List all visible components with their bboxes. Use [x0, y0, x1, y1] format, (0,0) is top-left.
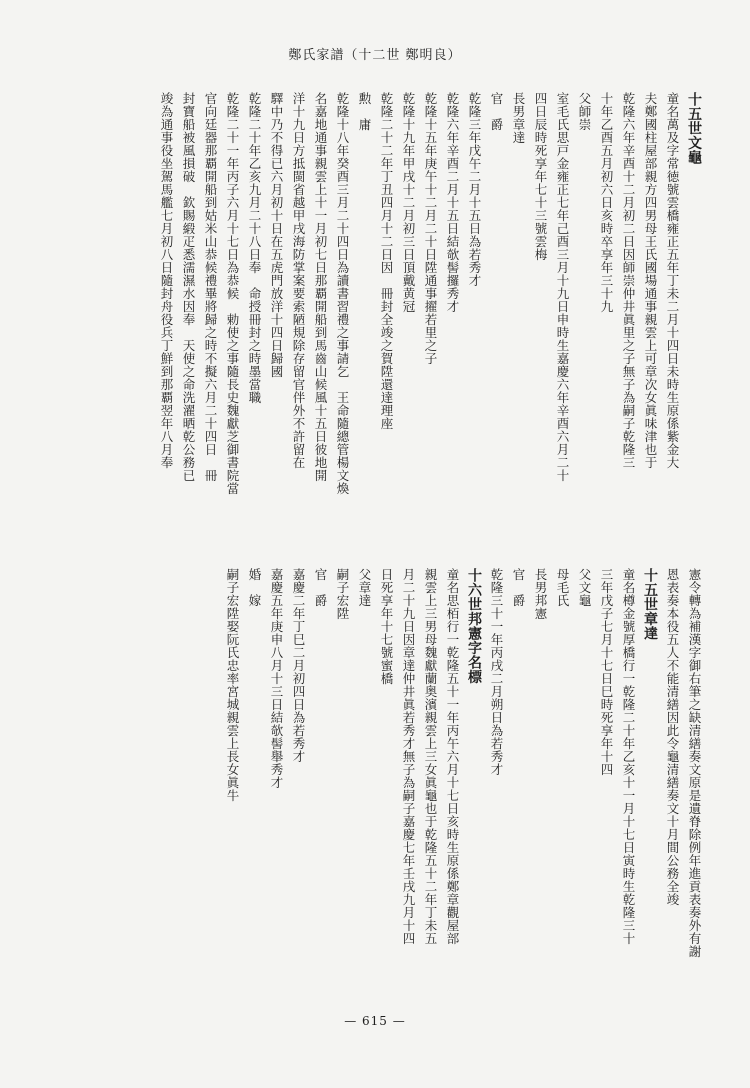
text-column: 十年乙酉五月初六日亥時卒享年三十九 — [599, 92, 614, 313]
text-column: 嘉慶五年庚申八月十三日結欹髻舉秀才 — [269, 568, 284, 789]
text-column: 封寶船被風損破 欽賜緞疋悉濡濕水因奉 天使之命洗濯晒乾公務已 — [181, 92, 196, 482]
section-label: 父章達 — [357, 568, 372, 607]
text-column: 夫鄭國柱屋部親方四男母王氏國場通事親雲上可章次女眞味津也于 — [643, 92, 658, 469]
text-column: 乾隆三十一年丙戌二月朔日為若秀才 — [489, 568, 504, 776]
section-label: 父師崇 — [577, 92, 592, 131]
text-column: 驛中乃不得已六月初十日在五虎門放洋十四日歸國 — [269, 92, 284, 378]
section-label: 官 爵 — [313, 568, 328, 607]
text-column: 嗣子宏陞娶阮氏忠率宮城親雲上長女眞牛 — [225, 568, 240, 802]
text-column: 童名萬及字常徳號雲橋雍正五年丁未二月十四日未時生原係紫金大 — [665, 92, 680, 469]
section-label: 勲 庸 — [357, 92, 372, 131]
lower-text-block — [45, 568, 705, 1008]
text-column: 洋十九日方抵閩省越甲戌海防掌案要索陋規除存留官伴外不許留在 — [291, 92, 306, 469]
section-label: 嗣子宏陞 — [335, 568, 350, 620]
text-column: 童名思栢行一乾隆五十一年丙午六月十七日亥時生原係鄭章觀屋部 — [445, 568, 460, 945]
text-column: 乾隆三年戊午二月十五日為若秀才 — [467, 92, 482, 287]
text-column: 乾隆六年辛酉二月十五日結欹髻攞秀才 — [445, 92, 460, 313]
text-column: 四日辰時死享年七十三號雲梅 — [533, 92, 548, 261]
text-column: 親雲上三男母魏獻蘭奥濱親雲上三女眞龜也于乾隆五十二年丁未五 — [423, 568, 438, 945]
section-label: 母毛氏 — [555, 568, 570, 607]
text-column: 乾隆十五年庚午十二月二十日陞通事擢若里之子 — [423, 92, 438, 365]
text-column: 室毛氏思戸金雍正七年己酉三月十九日申時生嘉慶六年辛酉六月二十 — [555, 92, 570, 482]
text-column: 憲令轉為補漢字御右筆之缺清繕奏文原是遺脊除例年進貢表奏外有謝 — [687, 568, 702, 958]
text-column: 乾隆二十年乙亥九月二十八日奉 命授冊封之時墨當職 — [247, 92, 262, 404]
section-label: 官 爵 — [489, 92, 504, 131]
text-column: 童名樽金號厚橋行一乾隆二十年乙亥十一月十七日寅時生乾隆三十 — [621, 568, 636, 945]
generation-heading: 十六世邦憲字名標 — [466, 568, 482, 684]
text-column: 乾隆二十一年丙子六月十七日為恭候 勅使之事隨長史魏獻芝御書院當 — [225, 92, 240, 495]
section-label: 婚 嫁 — [247, 568, 262, 607]
generation-heading: 十五世章達 — [642, 568, 658, 641]
text-column: 恩表奏本役五人不能清繕因此令龜清繕奏文十月間公務全竣 — [665, 568, 680, 906]
generation-heading: 十五世文龜 — [686, 92, 702, 165]
section-label: 長男邦憲 — [533, 568, 548, 620]
text-column: 乾隆六年辛酉十二月初二日因師崇仲井眞里之子無子為嗣子乾隆三 — [621, 92, 636, 469]
section-label: 父文龜 — [577, 568, 592, 607]
text-column: 竣為通事役坐駕馬艦七月初八日隨封舟役兵丁鮮到那覇翌年八月奉 — [159, 92, 174, 469]
text-column: 三年戊子七月十七日巳時死享年十四 — [599, 568, 614, 776]
section-label: 長男章達 — [511, 92, 526, 144]
text-column: 名嘉地通事親雲上十一月初七日那覇開船到馬齒山候風十五日彼地開 — [313, 92, 328, 482]
text-column: 嘉慶二年丁巳二月初四日為若秀才 — [291, 568, 306, 763]
text-column: 官向廷器那覇開船到姑米山恭候禮畢將歸之時不擬六月二十四日 冊 — [203, 92, 218, 482]
text-column: 乾隆十九年甲戌十二月初三日頂戴黄冠 — [401, 92, 416, 313]
text-column: 乾隆十八年癸酉三月二十四日為讀書習禮之事請乞 王命隨總管楊文煥 — [335, 92, 350, 495]
page-number: — 615 — — [344, 1014, 406, 1028]
section-label: 官 爵 — [511, 568, 526, 607]
text-column: 月二十九日因章達仲井眞若秀才無子為嗣子嘉慶七年壬戌九月十四 — [401, 568, 416, 945]
running-header: 鄭氏家譜（十二世 鄭明良） — [288, 48, 462, 63]
text-column: 乾隆二十二年丁丑四月十二日因 冊封全竣之賀陞還達理座 — [379, 92, 394, 430]
text-column: 日死享年十七號蜜橋 — [379, 568, 394, 685]
upper-text-block — [45, 92, 705, 532]
